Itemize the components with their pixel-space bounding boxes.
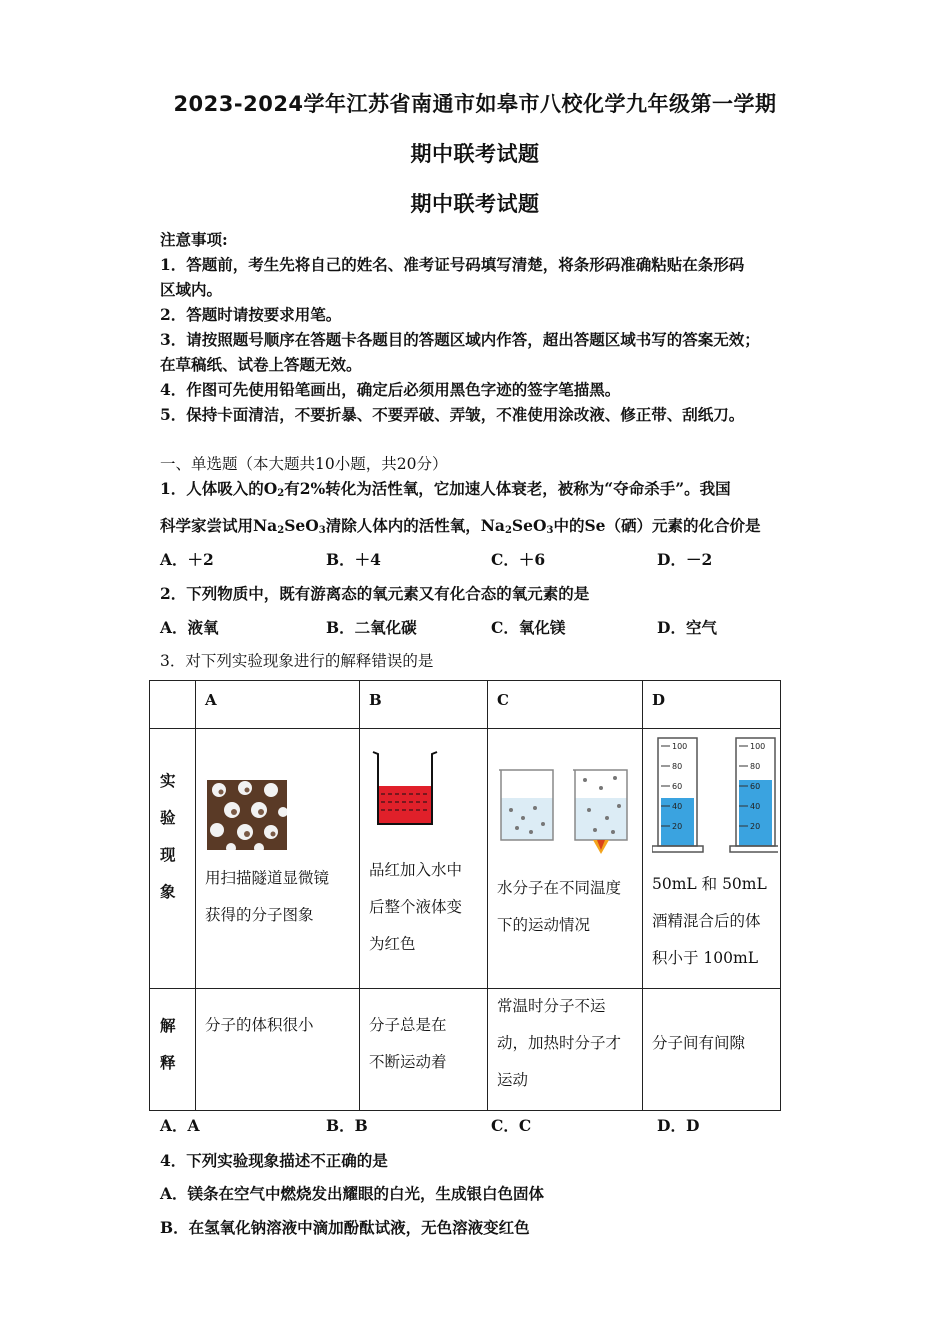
question-3-stem: 3．对下列实验现象进行的解释错误的是 — [160, 652, 434, 670]
notice-heading: 注意事项: — [160, 230, 228, 249]
svg-text:40: 40 — [750, 802, 761, 811]
page-subtitle: 期中联考试题 — [410, 142, 540, 166]
phenomenon-a: 用扫描隧道显微镜 获得的分子图象 — [205, 869, 330, 924]
question-2-stem: 2．下列物质中，既有游离态的氧元素又有化合态的氧元素的是 — [160, 584, 590, 603]
row-label-phenomenon: 实 验 现 象 — [160, 771, 176, 901]
svg-text:80: 80 — [672, 762, 683, 771]
notice-item: 1．答题前，考生先将自己的姓名、准考证号码填写清楚，将条形码准确粘贴在条形码 — [160, 255, 745, 274]
question-4-stem: 4．下列实验现象描述不正确的是 — [160, 1151, 388, 1170]
phenomenon-b: 品红加入水中 后整个液体变 为红色 — [369, 861, 463, 953]
q2-option-d: D．空气 — [657, 618, 717, 637]
explanation-a: 分子的体积很小 — [205, 1016, 314, 1034]
notice-item: 区域内。 — [160, 280, 223, 299]
q1-option-a: A．＋2 — [160, 550, 214, 569]
measuring-cylinders-image — [652, 736, 778, 856]
q1-option-c: C．＋6 — [491, 550, 546, 569]
q1-option-d: D．－2 — [657, 550, 713, 569]
q1-option-b: B．＋4 — [326, 550, 381, 569]
svg-text:20: 20 — [672, 822, 683, 831]
q3-option-b: B．B — [326, 1116, 368, 1135]
q3-option-c: C．C — [491, 1116, 532, 1135]
explanation-b: 分子总是在 不断运动着 — [369, 1016, 447, 1071]
q4-option-b: B．在氢氧化钠溶液中滴加酚酞试液，无色溶液变红色 — [160, 1218, 530, 1237]
svg-text:60: 60 — [672, 782, 683, 791]
question-1-line2: 科学家尝试用$Na_2SeO_3$清除人体内的活性氧，$Na_2SeO_3$中的Se（硒）元素的化合价是 — [160, 516, 761, 536]
q3-option-a: A．A — [160, 1116, 200, 1135]
explanation-c: 常温时分子不运 动，加热时分子才 运动 — [497, 997, 622, 1089]
question-1-line1: 1．人体吸入的$O_2$有2%转化为活性氧，它加速人体衰老，被称为“夺命杀手”。我国 — [160, 479, 731, 499]
notice-item: 5．保持卡面清洁，不要折暴、不要弄破、弄皱，不准使用涂改液、修正带、刮纸刀。 — [160, 405, 745, 424]
page-subtitle-repeat: 期中联考试题 — [410, 192, 540, 216]
svg-text:60: 60 — [750, 782, 761, 791]
phenomenon-c: 水分子在不同温度 下的运动情况 — [497, 879, 622, 934]
phenomenon-d: 50mL 和 50mL 酒精混合后的体 积小于 100mL — [652, 875, 767, 967]
notice-item: 在草稿纸、试卷上答题无效。 — [160, 355, 362, 374]
experiment-table — [149, 680, 781, 1110]
svg-text:20: 20 — [750, 822, 761, 831]
q2-option-b: B．二氧化碳 — [326, 618, 417, 637]
table-header-c: C — [497, 691, 509, 709]
q2-option-c: C．氧化镁 — [491, 618, 566, 637]
notice-item: 4．作图可先使用铅笔画出，确定后必须用黑色字迹的签字笔描黑。 — [160, 380, 621, 399]
stm-molecule-image — [207, 780, 287, 850]
table-header-a: A — [205, 691, 217, 709]
q3-option-d: D．D — [657, 1116, 700, 1135]
notice-item: 2．答题时请按要求用笔。 — [160, 305, 342, 324]
page-title: 2023-2024学年江苏省南通市如皋市八校化学九年级第一学期 — [173, 92, 777, 116]
svg-text:40: 40 — [672, 802, 683, 811]
beaker-red-image — [369, 748, 441, 828]
table-header-b: B — [369, 691, 382, 709]
section-heading: 一、单选题（本大题共10小题，共20分） — [160, 455, 448, 473]
q4-option-a: A．镁条在空气中燃烧发出耀眼的白光，生成银白色固体 — [160, 1184, 545, 1203]
svg-text:80: 80 — [750, 762, 761, 771]
q2-option-a: A．液氧 — [160, 618, 219, 637]
water-molecules-image — [497, 766, 633, 856]
svg-text:100: 100 — [672, 742, 688, 751]
table-header-d: D — [652, 691, 666, 709]
notice-item: 3．请按照题号顺序在答题卡各题目的答题区域内作答，超出答题区域书写的答案无效； — [160, 330, 760, 349]
explanation-d: 分子间有间隙 — [652, 1034, 746, 1052]
svg-text:100: 100 — [750, 742, 766, 751]
row-label-explanation: 解 释 — [160, 1016, 176, 1072]
